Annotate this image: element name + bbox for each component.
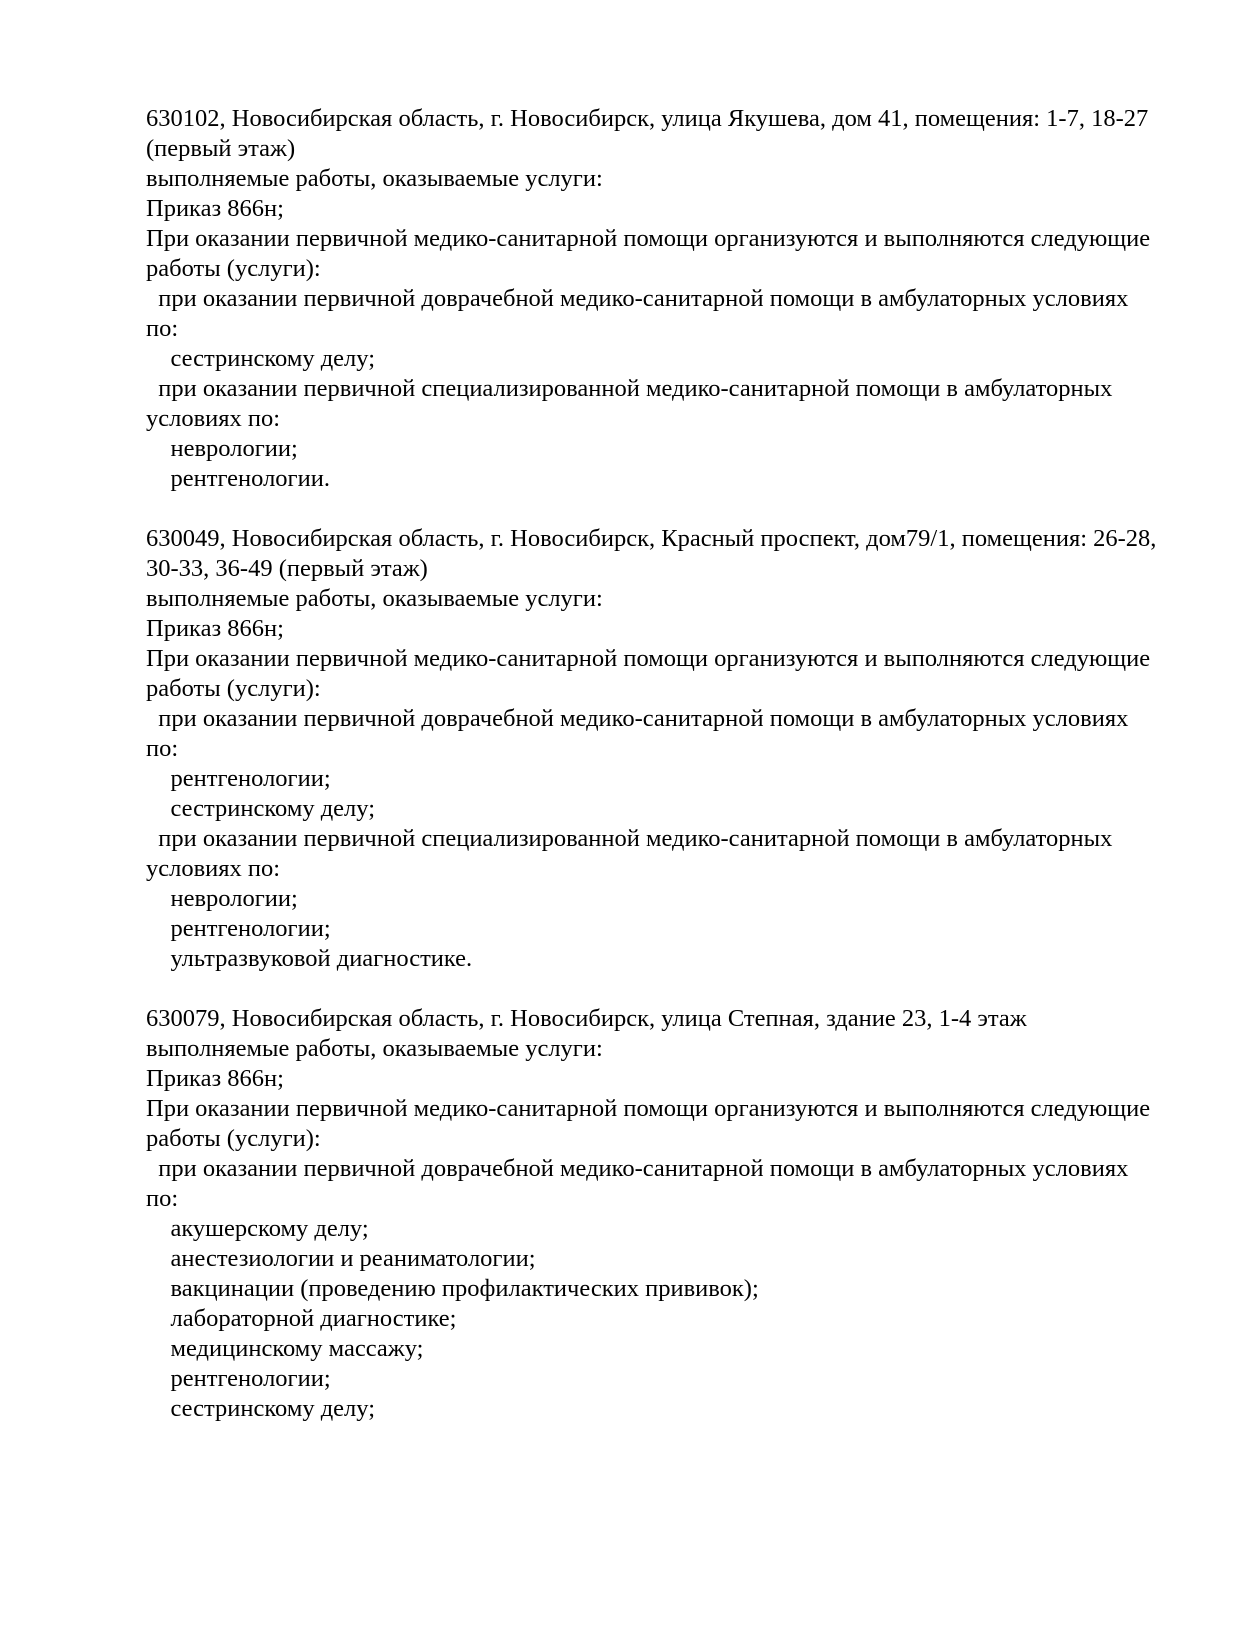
- document-line: При оказании первичной медико-санитарной помощи организуются и выполняются следующие: [146, 645, 1151, 672]
- document-line: выполняемые работы, оказываемые услуги:: [146, 585, 603, 612]
- document-line: медицинскому массажу;: [146, 1335, 424, 1362]
- document-line: работы (услуги):: [146, 1125, 321, 1152]
- document-line: 30-33, 36-49 (первый этаж): [146, 555, 428, 582]
- document-line: по:: [146, 735, 179, 762]
- document-line: работы (услуги):: [146, 255, 321, 282]
- document-line: по:: [146, 1185, 179, 1212]
- document-line: сестринскому делу;: [146, 1395, 376, 1422]
- document-line: Приказ 866н;: [146, 615, 284, 642]
- address-block-630079: [146, 1004, 1200, 1424]
- document-line: акушерскому делу;: [146, 1215, 369, 1242]
- document-line: вакцинации (проведению профилактических прививок);: [146, 1275, 759, 1302]
- document-line: рентгенологии;: [146, 765, 331, 792]
- address-block-630049: [146, 524, 1200, 974]
- document-line: выполняемые работы, оказываемые услуги:: [146, 1035, 603, 1062]
- document-line: рентгенологии.: [146, 465, 330, 492]
- document-line: ультразвуковой диагностике.: [146, 945, 473, 972]
- document-line: при оказании первичной специализированной медико-санитарной помощи в амбулаторных: [146, 375, 1113, 402]
- document-line: при оказании первичной доврачебной медико-санитарной помощи в амбулаторных условиях: [146, 1155, 1129, 1182]
- document-line: При оказании первичной медико-санитарной помощи организуются и выполняются следующие: [146, 225, 1151, 252]
- document-line: 630102, Новосибирская область, г. Новосибирск, улица Якушева, дом 41, помещения: 1-7, 18-27: [146, 105, 1149, 132]
- document-line: условиях по:: [146, 405, 281, 432]
- document-line: при оказании первичной специализированной медико-санитарной помощи в амбулаторных: [146, 825, 1113, 852]
- document-content: [146, 104, 1200, 1424]
- document-line: сестринскому делу;: [146, 795, 376, 822]
- document-line: выполняемые работы, оказываемые услуги:: [146, 165, 603, 192]
- document-line: при оказании первичной доврачебной медико-санитарной помощи в амбулаторных условиях: [146, 705, 1129, 732]
- document-line: рентгенологии;: [146, 1365, 331, 1392]
- document-line: работы (услуги):: [146, 675, 321, 702]
- document-line: Приказ 866н;: [146, 1065, 284, 1092]
- document-line: 630079, Новосибирская область, г. Новосибирск, улица Степная, здание 23, 1-4 этаж: [146, 1005, 1027, 1032]
- document-line: (первый этаж): [146, 135, 296, 162]
- document-line: рентгенологии;: [146, 915, 331, 942]
- document-line: условиях по:: [146, 855, 281, 882]
- document-line: по:: [146, 315, 179, 342]
- document-line: 630049, Новосибирская область, г. Новосибирск, Красный проспект, дом79/1, помещения: 26-28,: [146, 525, 1157, 552]
- document-line: анестезиологии и реаниматологии;: [146, 1245, 536, 1272]
- document-line: неврологии;: [146, 885, 298, 912]
- document-line: При оказании первичной медико-санитарной помощи организуются и выполняются следующие: [146, 1095, 1151, 1122]
- document-line: лабораторной диагностике;: [146, 1305, 457, 1332]
- document-line: при оказании первичной доврачебной медико-санитарной помощи в амбулаторных условиях: [146, 285, 1129, 312]
- address-block-630102: [146, 104, 1200, 494]
- document-line: сестринскому делу;: [146, 345, 376, 372]
- document-line: неврологии;: [146, 435, 298, 462]
- document-line: Приказ 866н;: [146, 195, 284, 222]
